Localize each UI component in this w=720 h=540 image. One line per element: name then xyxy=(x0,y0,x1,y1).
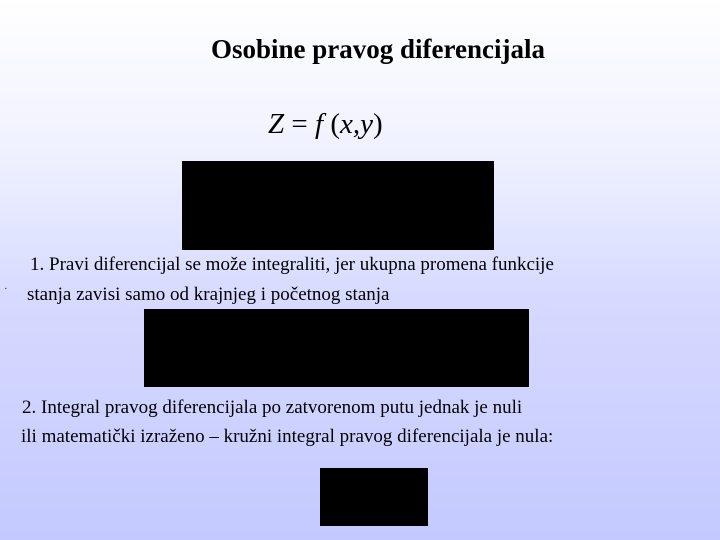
formula-close-paren: ) xyxy=(372,108,383,140)
slide-title: Osobine pravog diferencijala xyxy=(211,34,545,64)
integral-equation-redacted xyxy=(144,309,529,387)
property1-line2: stanja zavisi samo od krajnjeg i početnog stanja xyxy=(27,284,390,305)
state-function-formula xyxy=(268,108,383,141)
formula-lhs: Z xyxy=(268,108,285,140)
formula-open-paren: ( xyxy=(323,108,340,140)
cyclic-integral-redacted xyxy=(320,468,428,526)
property2-line2: ili matematički izraženo – kružni integral pravog diferencijala je nula: xyxy=(21,426,554,447)
bullet-dot: · xyxy=(4,283,8,295)
property2-line1: 2. Integral pravog diferencijala po zatvorenom putu jednak je nuli xyxy=(22,397,523,418)
formula-variables: x,y xyxy=(339,108,373,140)
property1-line1: 1. Pravi diferencijal se može integraliti, jer ukupna promena funkcije xyxy=(30,254,554,275)
formula-equals: = xyxy=(284,108,315,140)
formula-function: f xyxy=(315,108,324,140)
total-differential-equation-redacted xyxy=(182,161,494,250)
